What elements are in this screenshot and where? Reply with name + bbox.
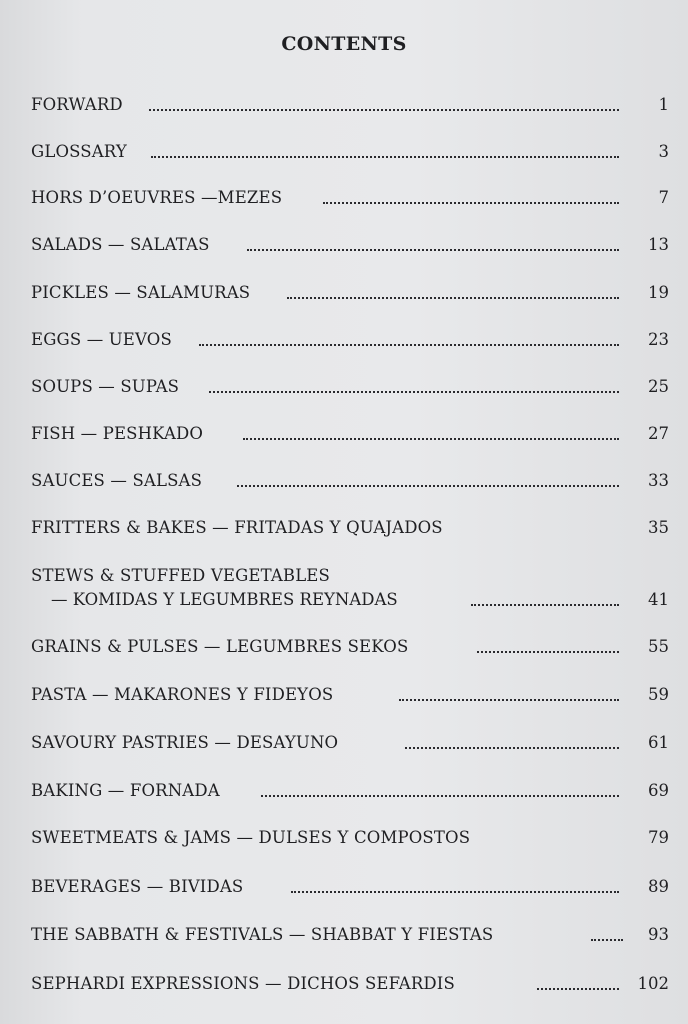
toc-entry-title: STEWS & STUFFED VEGETABLES <box>31 566 330 585</box>
dot-leader <box>399 699 619 701</box>
toc-entry <box>31 517 669 539</box>
toc-entry-page: 102 <box>637 974 669 993</box>
dot-leader <box>471 604 619 606</box>
toc-entry-title: EGGS — UEVOS <box>31 330 172 349</box>
toc-entry <box>31 423 669 445</box>
toc-entry-page: 19 <box>648 283 669 302</box>
toc-entry <box>31 732 669 754</box>
toc-entry-title: SOUPS — SUPAS <box>31 377 180 396</box>
dot-leader <box>323 202 619 204</box>
toc-entry-page: 79 <box>648 828 669 847</box>
dot-leader <box>477 651 619 653</box>
toc-entry <box>31 827 669 849</box>
toc-entry-title: SAVOURY PASTRIES — DESAYUNO <box>31 733 339 752</box>
toc-entry-title: SEPHARDI EXPRESSIONS — DICHOS SEFARDIS <box>31 974 455 993</box>
toc-entry-title: GRAINS & PULSES — LEGUMBRES SEKOS <box>31 637 409 656</box>
toc-entry-title: FRITTERS & BAKES — FRITADAS Y QUAJADOS <box>31 518 443 537</box>
toc-entry-page: 69 <box>648 781 669 800</box>
toc-entry <box>31 376 669 398</box>
toc-entry <box>31 973 669 995</box>
page-title: CONTENTS <box>281 33 407 55</box>
toc-entry-title: FISH — PESHKADO <box>31 424 204 443</box>
toc-entry <box>31 234 669 256</box>
dot-leader <box>199 344 619 346</box>
toc-entry <box>31 924 669 946</box>
toc-entry <box>31 141 669 163</box>
toc-entry-page: 1 <box>658 95 669 114</box>
toc-entry-title: BAKING — FORNADA <box>31 781 220 800</box>
toc-entry-title: SWEETMEATS & JAMS — DULSES Y COMPOSTOS <box>31 828 471 847</box>
toc-entry-title: SAUCES — SALSAS <box>31 471 203 490</box>
dot-leader <box>247 249 619 251</box>
toc-entry-title-continued: — KOMIDAS Y LEGUMBRES REYNADAS <box>51 590 398 609</box>
toc-entry-page: 33 <box>648 471 669 490</box>
toc-entry <box>31 94 669 116</box>
dot-leader <box>209 391 619 393</box>
toc-entry-title: THE SABBATH & FESTIVALS — SHABBAT Y FIESTAS <box>31 925 494 944</box>
dot-leader <box>149 109 619 111</box>
toc-entry <box>31 470 669 492</box>
toc-entry <box>31 780 669 802</box>
toc-entry-page: 93 <box>648 925 669 944</box>
toc-entry-page: 59 <box>648 685 669 704</box>
toc-entry <box>31 565 669 613</box>
toc-entry-title: BEVERAGES — BIVIDAS <box>31 877 244 896</box>
dot-leader <box>261 795 619 797</box>
toc-entry <box>31 329 669 351</box>
dot-leader <box>291 891 619 893</box>
toc-entry-page: 61 <box>648 733 669 752</box>
toc-entry-page: 25 <box>648 377 669 396</box>
toc-entry <box>31 684 669 706</box>
toc-entry <box>31 187 669 209</box>
toc-entry-page: 27 <box>648 424 669 443</box>
dot-leader <box>591 939 623 941</box>
dot-leader <box>237 485 619 487</box>
toc-entry-title: FORWARD <box>31 95 123 114</box>
toc-entry-title: HORS D’OEUVRES —MEZES <box>31 188 283 207</box>
toc-entry-title: GLOSSARY <box>31 142 127 161</box>
dot-leader <box>151 156 619 158</box>
toc-entry-page: 13 <box>648 235 669 254</box>
dot-leader <box>405 747 619 749</box>
toc-entry-page: 23 <box>648 330 669 349</box>
toc-entry-title: SALADS — SALATAS <box>31 235 210 254</box>
toc-entry-title: PICKLES — SALAMURAS <box>31 283 251 302</box>
toc-entry-page: 35 <box>648 518 669 537</box>
toc-entry <box>31 636 669 658</box>
toc-entry-title: PASTA — MAKARONES Y FIDEYOS <box>31 685 334 704</box>
dot-leader <box>287 297 619 299</box>
toc-entry <box>31 876 669 898</box>
toc-entry-page: 55 <box>648 637 669 656</box>
dot-leader <box>537 988 619 990</box>
toc-entry-page: 7 <box>658 188 669 207</box>
toc-entry <box>31 282 669 304</box>
dot-leader <box>243 438 619 440</box>
toc-entry-page: 3 <box>658 142 669 161</box>
toc-entry-page: 89 <box>648 877 669 896</box>
toc-entry-page: 41 <box>648 590 669 609</box>
